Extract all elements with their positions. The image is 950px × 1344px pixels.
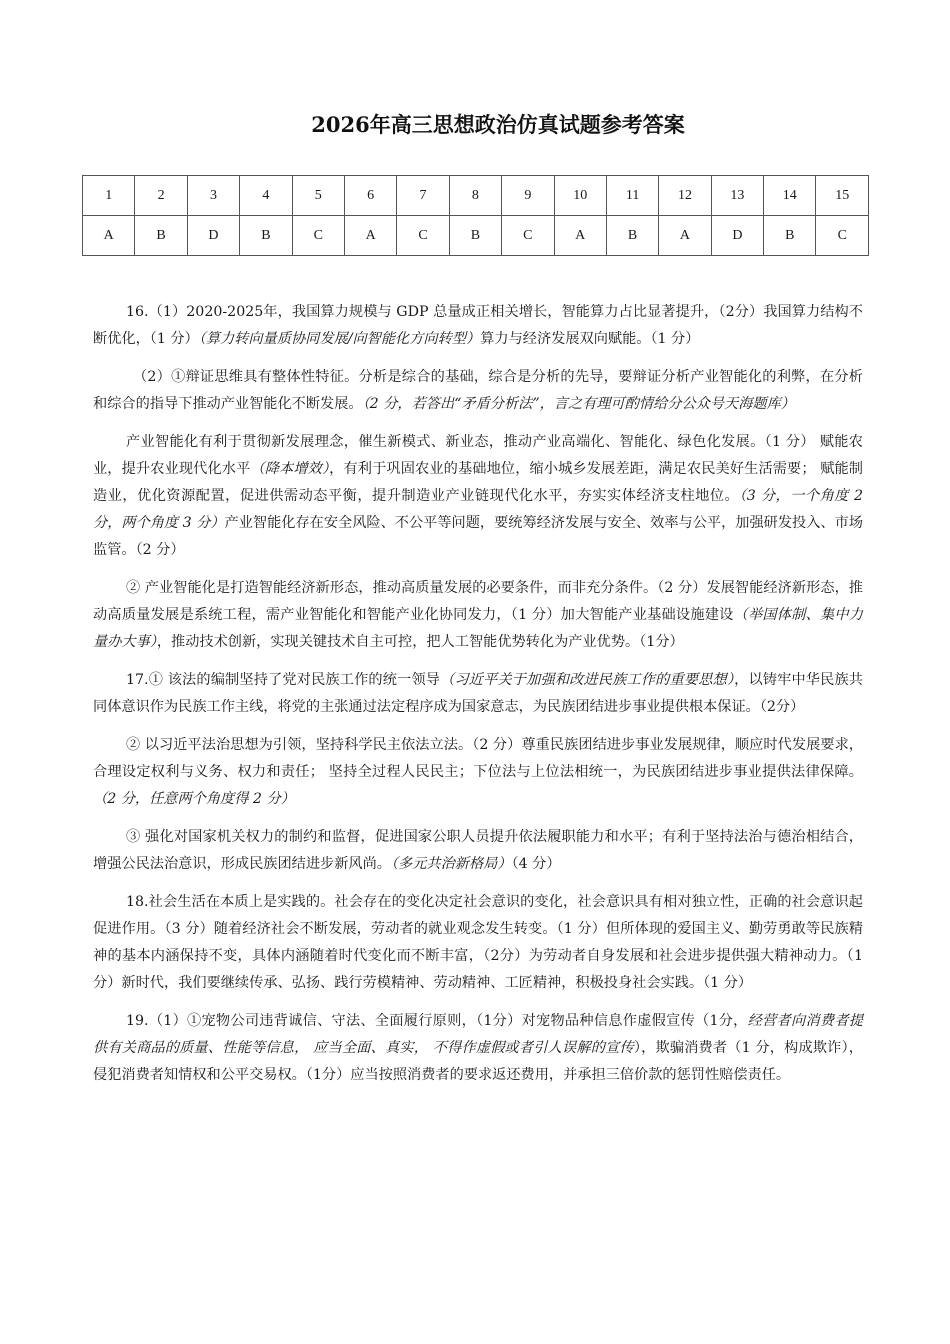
answer-text: 产业智能化存在安全风险、不公平等问题，要统筹经济发展与安全、效率与公平，加强研发投入、市场监管。（2 分） — [93, 515, 863, 558]
answer-text: 16.（1）2020-2025年，我国算力规模与 GDP 总量成正相关增长，智能算力占比显著提升，（2分）我国算力结构不断优化，（1 分） — [93, 304, 863, 347]
answer-text: 产业智能化有利于贯彻新发展理念，催生新模式、新业态，推动产业高端化、智能化、绿色化发展。（1 分） 赋能农业，提升农业现代化水平 — [93, 434, 863, 477]
answer-paragraph-q16-2b — [93, 429, 863, 564]
scoring-note: （多元共治新格局） — [390, 856, 512, 872]
answer-paragraph-q16-2a — [93, 364, 863, 418]
answer-text: ② 以习近平法治思想为引领，坚持科学民主依法立法。（2 分）尊重民族团结进步事业发展规律，顺应时代发展要求，合理设定权利与义务、权力和责任； 坚持全过程人民民主；下位法与上位法相统一，为民族团结进步事业提供法律保障。 — [93, 737, 863, 780]
answer-cell: C — [397, 216, 449, 256]
answer-text: ，有利于巩固农业的基础地位，缩小城乡发展差距，满足农民美好生活需要； 赋能制造业，优化资源配置，促进供需动态平衡，提升制造业产业链现代化水平，夯实实体经济支柱地位。 — [93, 461, 863, 504]
answer-text: 18.社会生活在本质上是实践的。社会存在的变化决定社会意识的变化，社会意识具有相对独立性，正确的社会意识起促进作用。（3 分）随着经济社会不断发展，劳动者的就业观念发生转变。（1 分）但所体现的爱国主义、勤劳勇敢等民族精神的基本内涵保持不变，具体内涵随着时代变化而不断丰富，（2分）为劳动者自身发展和社会进步提供强大精神动力。（1 分）新时代，我们要继续传承、弘扬、践行劳模精神、劳动精神、工匠精神，积极投身社会实践。（1 分） — [93, 894, 863, 991]
answer-paragraph-q17-1 — [93, 667, 863, 721]
question-number-cell: 1 — [83, 176, 135, 216]
question-number-cell: 8 — [449, 176, 501, 216]
answer-text: （4 分） — [511, 856, 561, 872]
question-number-cell: 13 — [711, 176, 763, 216]
answer-cell: D — [711, 216, 763, 256]
answer-paragraph-q18 — [93, 889, 863, 997]
answer-paragraph-q19-1 — [93, 1008, 863, 1089]
question-number-cell: 14 — [764, 176, 816, 216]
answer-text: 算力与经济发展双向赋能。（1 分） — [480, 331, 700, 347]
scoring-note: （习近平关于加强和改进民族工作的重要思想） — [440, 672, 735, 688]
answer-text: ③ 强化对国家机关权力的制约和监督，促进国家公职人员提升依法履职能力和水平；有利于坚持法治与德治相结合，增强公民法治意识，形成民族团结进步新风尚。 — [93, 829, 863, 872]
answer-paragraph-q17-3 — [93, 824, 863, 878]
answer-cell: B — [240, 216, 292, 256]
question-number-cell: 6 — [344, 176, 396, 216]
scoring-note: （举国体制、集中力量办大事） — [93, 607, 863, 650]
answer-text: 17.① 该法的编制坚持了党对民族工作的统一领导 — [126, 672, 441, 688]
scoring-note: （3 分，一个角度 2 分，两个角度 3 分） — [93, 488, 863, 531]
answer-text: ② 产业智能化是打造智能经济新形态，推动高质量发展的必要条件，而非充分条件。（2 分）发展智能经济新形态，推动高质量发展是系统工程，需产业智能化和智能产业化协同发力，（1 分）加大智能产业基础设施建设 — [93, 580, 863, 623]
answer-cell: B — [449, 216, 501, 256]
answer-row — [83, 216, 869, 256]
question-number-cell: 4 — [240, 176, 292, 216]
answer-cell: B — [764, 216, 816, 256]
question-number-cell: 15 — [816, 176, 869, 216]
answer-text: （2）①辩证思维具有整体性特征。分析是综合的基础，综合是分析的先导，要辩证分析产业智能化的利弊，在分析和综合的指导下推动产业智能化不断发展。 — [93, 369, 863, 412]
answer-cell: B — [606, 216, 658, 256]
answer-cell: C — [816, 216, 869, 256]
question-number-row — [83, 176, 869, 216]
scoring-note: （降本增效） — [250, 461, 330, 477]
answer-key-table — [82, 175, 869, 256]
question-number-cell: 3 — [187, 176, 239, 216]
answer-paragraph-q16-1 — [93, 299, 863, 353]
answer-paragraph-q16-2c — [93, 575, 863, 656]
question-number-cell: 7 — [397, 176, 449, 216]
question-number-cell: 11 — [606, 176, 658, 216]
question-number-cell: 9 — [502, 176, 554, 216]
question-number-cell: 2 — [135, 176, 187, 216]
answer-cell: A — [659, 216, 711, 256]
answer-cell: A — [554, 216, 606, 256]
answer-text: 19.（1）①宠物公司违背诚信、守法、全面履行原则，（1分）对宠物品种信息作虚假宣传（1分， — [126, 1013, 748, 1029]
question-number-cell: 10 — [554, 176, 606, 216]
question-number-cell: 12 — [659, 176, 711, 216]
answer-text: ），欺骗消费者（1 分，构成欺诈），侵犯消费者知情权和公平交易权。（1分）应当按照消费者的要求返还费用，并承担三倍价款的惩罚性赔偿责任。 — [93, 1040, 863, 1083]
answer-cell: D — [187, 216, 239, 256]
scoring-note: （算力转向量质协同发展/向智能化方向转型） — [198, 331, 481, 347]
page-title: 2026年高三思想政治仿真试题参考答案 — [311, 112, 685, 137]
answer-cell: C — [502, 216, 554, 256]
scoring-note: 经营者向消费者提供有关商品的质量、性能等信息， 应当全面、真实， 不得作虚假或者引人误解的宣传 — [93, 1013, 863, 1056]
answer-text: ，以铸牢中华民族共同体意识作为民族工作主线，将党的主张通过法定程序成为国家意志，为民族团结进步事业提供根本保证。（2分） — [93, 672, 863, 715]
question-number-cell: 5 — [292, 176, 344, 216]
scoring-note: （2 分，若答出“矛盾分析法”，言之有理可酌情给分公众号天海题库） — [362, 396, 795, 412]
answer-cell: B — [135, 216, 187, 256]
scoring-note: （2 分，任意两个角度得 2 分） — [93, 791, 295, 807]
answer-cell: A — [344, 216, 396, 256]
answer-text: ，推动技术创新，实现关键技术自主可控，把人工智能优势转化为产业优势。（1分） — [156, 634, 684, 650]
answer-cell: C — [292, 216, 344, 256]
answer-paragraph-q17-2 — [93, 732, 863, 813]
answer-explanations — [93, 299, 863, 1100]
answer-cell: A — [83, 216, 135, 256]
